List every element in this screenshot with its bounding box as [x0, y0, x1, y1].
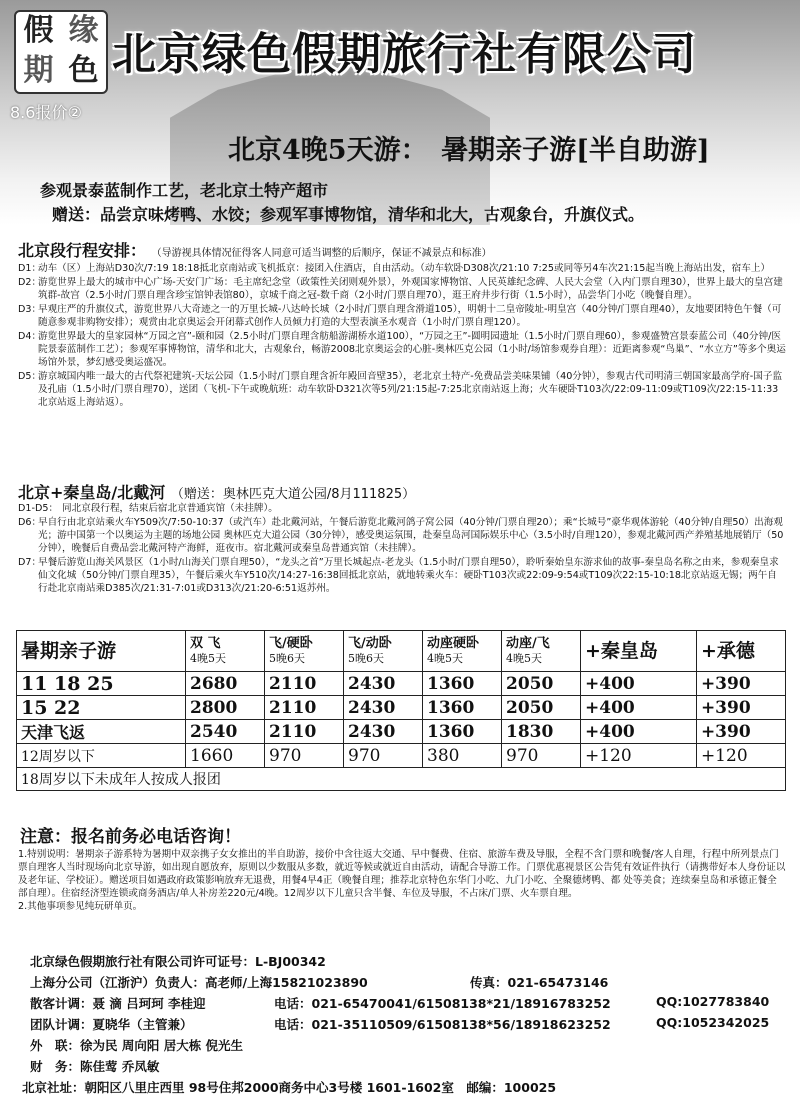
section-note: （赠送：奥林匹克大道公园/8月111825）: [170, 487, 416, 502]
row-group: 15 22: [17, 696, 186, 720]
price-cell: 2430: [344, 672, 423, 696]
table-row: [17, 672, 786, 696]
col-sub: 5晚6天: [348, 652, 384, 665]
group-header: 暑期亲子游: [17, 631, 186, 672]
table-row: [17, 720, 786, 744]
price-cell: 2540: [186, 720, 265, 744]
itinerary-day: [18, 370, 786, 409]
table-row: [17, 744, 786, 768]
table-footnote: 18周岁以下未成年人按成人报团: [17, 768, 786, 791]
day-label: D4：: [18, 331, 42, 342]
external-contacts: 外 联：徐为民 周向阳 居大栋 倪光生: [30, 1038, 244, 1053]
col-header: [502, 631, 581, 672]
logo-char: 假: [23, 13, 54, 48]
company-logo: [14, 10, 108, 94]
day-label: D1：: [18, 263, 42, 274]
row-group: 天津飞返: [17, 720, 186, 744]
price-cell: 380: [423, 744, 502, 768]
price-cell: 2680: [186, 672, 265, 696]
price-tag: 8.6报价②: [10, 103, 82, 122]
price-cell: +400: [581, 720, 697, 744]
price-cell: 1360: [423, 672, 502, 696]
external-row: [30, 1036, 790, 1057]
section-note: （导游视具体情况征得客人同意可适当调整的后顺序，保证不减景点和标准）: [151, 248, 492, 259]
itinerary-day: [18, 262, 786, 275]
col-sub: 4晚5天: [427, 652, 463, 665]
contact-block: [22, 952, 790, 1099]
day-text: 早餐后游览山海关风景区（1小时/山海关门票自理50），“龙头之首”万里长城起点-老龙头（1.5小时/门票自理50），聆听秦始皇东游求仙的故事-秦皇岛名称之由来，参观秦皇求仙文化城（50分钟/门票自理35），午餐后乘火车Y510次/14:27-16:38回抵北京站，就地转乘火车：硬卧T103次或22:09-9:54或T109次22:15-10:18北京站返无锡；两午自行赴北京南站乘D385次/21:31-7:01或D313次/21:20-6:51返苏州。: [38, 557, 779, 594]
price-cell: 1360: [423, 720, 502, 744]
col-name: 飞/硬卧: [269, 636, 313, 651]
notice-item: 2.其他事项参见纯玩研单页。: [18, 901, 143, 912]
group-row: [30, 1015, 790, 1036]
day-text: 游览世界最大的皇家园林“万园之宫”-颐和园（2.5小时/门票自理含舫船游湖桥水道100），“万园之王”-圆明园遗址（1.5小时/门票自理60），参观盛赞宫景泰蓝公司（40分钟/医院景泰蓝制作工艺）；参观军事博物馆，清华和北大，古观象台，畅游2008北京奥运会的心脏-奥林匹克公园（1小时/场馆参观券自理）：近距离参观“鸟巢”、“水立方”等多个奥运场馆外景，梦幻感受奥运盛况。: [38, 331, 786, 368]
price-cell: +390: [696, 720, 785, 744]
col-sub: 4晚5天: [506, 652, 542, 665]
logo-char: 缘: [68, 13, 99, 48]
group-qq: QQ:1052342025: [656, 1015, 770, 1030]
col-sub: 5晚6天: [269, 652, 305, 665]
individual-row: [30, 994, 790, 1015]
itinerary-day: [18, 556, 786, 595]
day-label: D1-D5：: [18, 503, 59, 514]
row-group: 12周岁以下: [17, 744, 186, 768]
header-banner: [0, 0, 800, 225]
individual-phone: 电话：021-65470041/61508138*21/18916783252: [274, 996, 611, 1011]
price-cell: 2110: [265, 720, 344, 744]
branch-row: [30, 973, 790, 994]
price-cell: 2110: [265, 672, 344, 696]
notice-item: 1.特别说明：暑期亲子游系特为暑期中双亲携子女女推出的半自助游，接价中含往返大交通、早中餐费、住宿、旅游车费及导服，全程不含门票和晚餐/客人自理，行程中所列景点门票自理客人当时现场向北京导游，如出现自愿放弃，原则以少数服从多数，就近等候或就近自由活动，请配合导游工作。门票优惠视景区公告凭有效证件执行（请携带好本人身份证以及老年证、学校证）。赠送项目如遇政府政策影响放弃无退费，用餐4早4正（晚餐自理；推荐北京特色东华门小吃、九门小吃、全聚德烤鸭、都 处等美食；连续秦皇岛和承德正餐全部自理）。住宿经济型连锁或商务酒店/单人补房差220元/4晚。12周岁以下儿童只含半餐、车位及导服，不占床/门票、火车票自理。: [18, 849, 786, 899]
itinerary-day: [18, 516, 786, 555]
itinerary-day: [18, 303, 786, 329]
itinerary-day: [18, 330, 786, 369]
subtitle-gifts: 赠送：品尝京味烤鸭、水饺；参观军事博物馆，清华和北大，古观象台，升旗仪式。: [52, 205, 645, 224]
day-label: D7：: [18, 557, 42, 568]
table-footnote-row: [17, 768, 786, 791]
day-text: 游览世界上最大的城市中心广场-天安门广场：毛主席纪念堂（政策性关闭则观外景），外观国家博物馆、人民英雄纪念碑、人民大会堂（入内门票自理30），世界上最大的皇宫建筑群-故宫（2.5小时/门票自理含珍宝馆钟表馆80），京城千商之冠-数千商（2小时/门票自理70），逛王府井步行街（1.5小时），品尝华门小吃（晚餐自理）。: [38, 277, 783, 301]
group-planner: 团队计调：夏晓华（主管兼）: [30, 1017, 193, 1032]
license-number: 北京绿色假期旅行社有限公司许可证号：L-BJ00342: [30, 954, 326, 969]
col-name: 动座/飞: [506, 636, 550, 651]
day-label: D2：: [18, 277, 42, 288]
price-cell: 2110: [265, 696, 344, 720]
company-address: 北京社址：朝阳区八里庄西里 98号住邦2000商务中心3号楼 1601-1602室 邮编：100025: [22, 1080, 557, 1095]
price-cell: +120: [581, 744, 697, 768]
col-header: [423, 631, 502, 672]
col-sub: 4晚5天: [190, 652, 226, 665]
price-cell: 2050: [502, 672, 581, 696]
price-table: [16, 630, 786, 791]
col-header: [186, 631, 265, 672]
col-name: 双 飞: [190, 636, 221, 651]
price-cell: +390: [696, 696, 785, 720]
day-text: 早自行由北京站乘火车Y509次/7:50-10:37（或汽车）赴北戴河站，午餐后游览北戴河鸽子窝公园（40分钟/门票自理20）；乘“长城号”豪华观体游轮（40分钟/自理50）出海观光；游中国第一个以奥运为主题的场地公园 奥林匹克大道公园（30分钟），感受奥运氛围，赴秦皇岛河国际娱乐中心（3.5小时/自理120），参观北戴河西产养殖基地展销厅（50分钟），晚餐后自费品尝北戴河特产海鲜，逛夜市。宿北戴河或秦皇岛普通宾馆（未挂牌）。: [38, 517, 784, 554]
price-cell: +120: [696, 744, 785, 768]
price-cell: +400: [581, 696, 697, 720]
branch-manager: 上海分公司（江浙沪）负责人：高老师/上海15821023890: [30, 975, 368, 990]
price-table-header: [17, 631, 786, 672]
notice-list: [18, 848, 786, 913]
logo-char: 期: [23, 53, 54, 88]
col-header: [344, 631, 423, 672]
price-cell: +400: [581, 672, 697, 696]
company-name: 北京绿色假期旅行社有限公司: [112, 29, 697, 80]
day-label: D6：: [18, 517, 42, 528]
section-heading: 北京段行程安排：: [18, 241, 147, 260]
price-cell: 2050: [502, 696, 581, 720]
beijing-itinerary-list: [18, 262, 786, 410]
finance-contacts: 财 务：陈佳莺 乔凤敏: [30, 1059, 160, 1074]
day-label: D5：: [18, 371, 42, 382]
fax-number: 传真：021-65473146: [470, 975, 609, 990]
price-cell: 1660: [186, 744, 265, 768]
price-cell: 1830: [502, 720, 581, 744]
day-text: 动车（区）上海站D30次/7:19 18:18抵北京南站或飞机抵京：接团入住酒店，自由活动。（动车软卧D308次/21:10 7:25或同等另4车次21:15起当晚上海站出发，宿车上）: [38, 263, 771, 274]
price-cell: 2430: [344, 720, 423, 744]
day-label: D3：: [18, 304, 42, 315]
qinhuangdao-itinerary-list: [18, 502, 786, 596]
table-row: [17, 696, 786, 720]
itinerary-day: [18, 502, 786, 515]
individual-planners: 散客计调：聂 滴 吕珂珂 李桂迎: [30, 996, 206, 1011]
extra-header: +秦皇岛: [581, 631, 697, 672]
price-cell: +390: [696, 672, 785, 696]
subtitle-highlights: 参观景泰蓝制作工艺，老北京土特产超市: [40, 181, 329, 200]
day-text: 早观庄严的升旗仪式，游览世界八大奇迹之一的万里长城-八达岭长城（2小时/门票自理含滑道105），明朝十二皇帝陵址-明皇宫（40分钟/门票自理40），友地要团特色午餐（可随意参观非购物安排）；观赏由北京奥运会开闭幕式创作人员倾力打造的大型表演圣水观音（1小时/门票自理120）。: [38, 304, 782, 328]
tour-title: 北京4晚5天游： 暑期亲子游[半自助游]: [228, 135, 710, 166]
address-row: [22, 1078, 790, 1099]
price-cell: 1360: [423, 696, 502, 720]
price-cell: 2800: [186, 696, 265, 720]
itinerary-day: [18, 276, 786, 302]
group-phone: 电话：021-35110509/61508138*56/18918623252: [274, 1017, 611, 1032]
section-heading: 北京+秦皇岛/北戴河: [18, 483, 166, 502]
beijing-itinerary-title: [18, 238, 492, 261]
price-cell: 970: [344, 744, 423, 768]
price-cell: 970: [265, 744, 344, 768]
notice-title: 注意：报名前务必电话咨询！: [20, 827, 241, 847]
qinhuangdao-itinerary-title: [18, 480, 415, 503]
row-group: 11 18 25: [17, 672, 186, 696]
price-cell: 2430: [344, 696, 423, 720]
col-name: 飞/动卧: [348, 636, 392, 651]
individual-qq: QQ:1027783840: [656, 994, 770, 1009]
extra-header: +承德: [696, 631, 785, 672]
day-text: 游京城国内唯一最大的古代祭祀建筑-天坛公园（1.5小时/门票自理含祈年殿回音壁35），老北京土特产-免费品尝美味果铺（40分钟），参观古代司明清三朝国家最高学府-国子监及孔庙（1.5小时/门票自理70），送团（飞机-下午或晚航班：动车软卧D321次等5列/21:15起-7:25北京南站返上海；火车硬卧T103次/22:09-11:09或T109次/22:15-11:33北京站返上海站返）。: [38, 371, 783, 408]
logo-char: 色: [68, 53, 99, 88]
day-text: 同北京段行程，结束后宿北京普通宾馆（未挂牌）。: [62, 503, 278, 514]
col-header: [265, 631, 344, 672]
price-cell: 970: [502, 744, 581, 768]
finance-row: [30, 1057, 790, 1078]
license-row: [30, 952, 790, 973]
col-name: 动座硬卧: [427, 636, 480, 651]
